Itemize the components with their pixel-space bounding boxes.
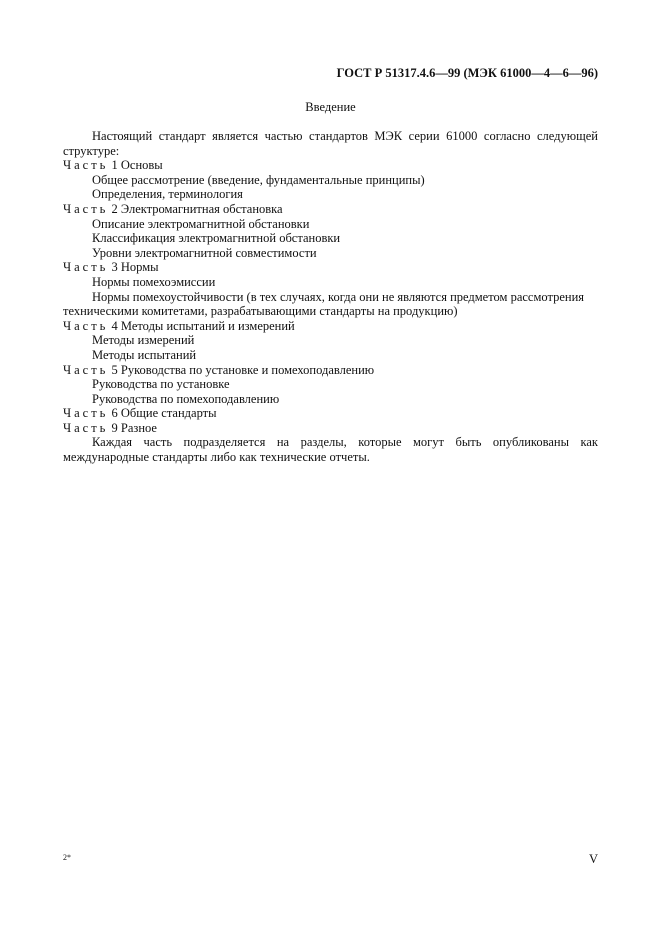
part-word: Часть [63, 420, 109, 435]
part-1-item: Определения, терминология [92, 187, 243, 202]
part-9-heading [63, 421, 598, 436]
part-4-heading [63, 319, 598, 334]
part-word: Часть [63, 318, 109, 333]
part-6-heading [63, 406, 598, 421]
part-word: Часть [63, 260, 109, 275]
part-label: 9 Разное [111, 420, 157, 435]
part-5-item: Руководства по помехоподавлению [92, 391, 280, 406]
document-header: ГОСТ Р 51317.4.6—99 (МЭК 61000—4—6—96) [336, 66, 598, 80]
part-label: 2 Электромагнитная обстановка [111, 201, 283, 216]
part-label: 5 Руководства по установке и помехоподавлению [111, 362, 375, 377]
immunity-line-1: Нормы помехоустойчивости (в тех случаях, когда они не являются предметом рассмотрения [92, 289, 585, 304]
part-2-item: Классификация электромагнитной обстановки [92, 231, 341, 246]
section-title: Введение [305, 100, 356, 114]
closing-paragraph: Каждая часть подразделяется на разделы, которые могут быть опубликованы как международные стандарты либо как технические отчеты. [63, 435, 598, 465]
part-label: 6 Общие стандарты [111, 406, 217, 421]
part-2-item: Уровни электромагнитной совместимости [92, 245, 317, 260]
part-2-heading [63, 202, 598, 217]
part-4-item: Методы измерений [92, 333, 195, 348]
part-1-item: Общее рассмотрение (введение, фундаментальные принципы) [92, 172, 425, 187]
part-word: Часть [63, 158, 109, 173]
part-word: Часть [63, 201, 109, 216]
intro-paragraph: Настоящий стандарт является частью стандартов МЭК серии 61000 согласно следующей структуре: [63, 129, 598, 158]
part-1-heading [63, 158, 598, 173]
page-number: V [588, 852, 598, 866]
signature-mark: 2* [63, 853, 71, 862]
part-label: 4 Методы испытаний и измерений [111, 318, 295, 333]
part-5-item: Руководства по установке [92, 377, 230, 392]
part-4-item: Методы испытаний [92, 347, 197, 362]
part-5-heading [63, 363, 598, 378]
part-2-item: Описание электромагнитной обстановки [92, 216, 310, 231]
part-label: 1 Основы [111, 158, 163, 173]
part-word: Часть [63, 362, 109, 377]
part-3-heading [63, 260, 598, 275]
part-word: Часть [63, 406, 109, 421]
part-label: 3 Нормы [111, 260, 159, 275]
part-3-item: Нормы помехоэмиссии [92, 274, 216, 289]
part-3-immunity-item [63, 290, 598, 319]
document-body [63, 129, 598, 465]
immunity-line-2: техническими комитетами, разрабатывающими стандарты на продукцию) [63, 304, 458, 319]
